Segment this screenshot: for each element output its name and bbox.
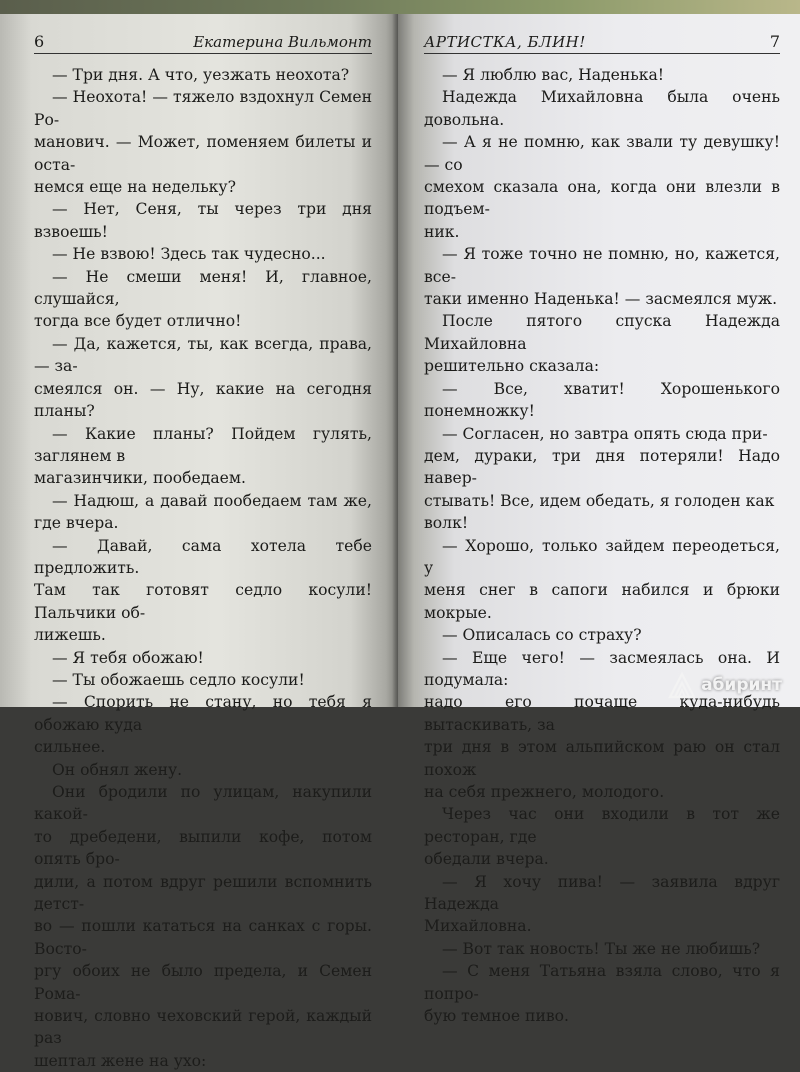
text-line: Через час они входили в тот же ресторан, где xyxy=(424,805,780,846)
text-line: — Надюш, а давай пообедаем там же, где вчера. xyxy=(34,491,372,533)
right-page-header xyxy=(424,32,780,54)
text-line: сильнее. xyxy=(34,738,106,757)
text-line: — Давай, сама хотела тебе предложить. xyxy=(34,536,372,577)
text-line: то дребедени, выпили кофе, потом опять бро- xyxy=(34,827,372,869)
text-line: — Согласен, но завтра опять сюда при- xyxy=(442,424,768,443)
text-line: — С меня Татьяна взяла слово, что я попро- xyxy=(424,962,780,1003)
text-line: — Я тебя обожаю! xyxy=(52,648,204,667)
text-line: таки именно Наденька! — засмеялся муж. xyxy=(424,290,778,309)
text-line: дем, дураки, три дня потеряли! Надо навер- xyxy=(424,446,780,488)
text-line: — Не смеши меня! И, главное, слушайся, xyxy=(34,267,372,309)
text-line: немся еще на недельку? xyxy=(34,178,236,197)
running-head: Екатерина Вильмонт xyxy=(193,33,372,51)
text-line: После пятого спуска Надежда Михайловна xyxy=(424,312,780,353)
text-line: Надежда Михайловна была очень довольна. xyxy=(424,88,780,129)
text-line: манович. — Может, поменяем билеты и оста- xyxy=(34,133,372,174)
text-line: дили, а потом вдруг решили вспомнить детст- xyxy=(34,872,372,914)
text-line: — Хорошо, только зайдем переодеться, у xyxy=(424,536,780,577)
text-line: смеялся он. — Ну, какие на сегодня планы? xyxy=(34,379,372,421)
page-number: 6 xyxy=(34,32,45,51)
text-line: Он обнял жену. xyxy=(52,760,183,779)
text-line: — Ты обожаешь седло косули! xyxy=(52,670,305,689)
text-line: обедали вчера. xyxy=(424,850,549,869)
text-line: — Я хочу пива! — заявила вдруг Надежда xyxy=(424,872,780,914)
text-line: — Я тоже точно не помню, но, кажется, все- xyxy=(424,245,780,286)
page-number: 7 xyxy=(769,32,780,51)
text-line: ник. xyxy=(424,222,460,241)
text-line: шептал жене на ухо: xyxy=(34,1051,207,1070)
text-line: магазинчики, пообедаем. xyxy=(34,469,246,488)
text-line: — Нет, Сеня, ты через три дня взвоешь! xyxy=(34,200,372,241)
text-line: нович, словно чеховский герой, каждый раз xyxy=(34,1007,372,1048)
text-line: — А я не помню, как звали ту девушку! — со xyxy=(424,133,780,174)
labirint-watermark xyxy=(667,671,782,699)
right-page-text xyxy=(424,64,780,1027)
text-line: — Я люблю вас, Наденька! xyxy=(442,66,665,84)
watermark-text: абиринт xyxy=(701,675,782,695)
text-line: смехом сказала она, когда они влезли в подъем- xyxy=(424,178,780,219)
text-line: — Вот так новость! Ты же не любишь? xyxy=(442,939,761,958)
text-line: Там так готовят седло косули! Пальчики об- xyxy=(34,581,372,622)
left-page-header xyxy=(34,32,372,54)
text-line: ргу обоих не было предела, и Семен Рома- xyxy=(34,962,372,1003)
text-line: — Спорить не стану, но тебя я обожаю куда xyxy=(34,693,372,734)
text-line: — Да, кажется, ты, как всегда, права, — за- xyxy=(34,334,372,376)
text-line: бую темное пиво. xyxy=(424,1007,569,1026)
labirint-logo-icon xyxy=(667,671,697,699)
left-page-text xyxy=(34,64,372,1072)
running-head: АРТИСТКА, БЛИН! xyxy=(424,33,586,51)
text-line: на себя прежнего, молодого. xyxy=(424,783,665,801)
text-line: тогда все будет отлично! xyxy=(34,312,242,331)
text-line: — Описалась со страху? xyxy=(442,626,642,645)
text-line: — Еще чего! — засмеялась она. И подумала: xyxy=(424,648,780,689)
text-line: — Неохота! — тяжело вздохнул Семен Ро- xyxy=(34,88,372,129)
text-line: — Все, хватит! Хорошенького понемножку! xyxy=(424,379,780,421)
left-page xyxy=(0,14,398,1070)
text-line: три дня в этом альпийском раю он стал похож xyxy=(424,738,780,779)
text-line: решительно сказала: xyxy=(424,357,600,376)
text-line: Михайловна. xyxy=(424,917,532,936)
text-line: надо его почаще куда-нибудь вытаскивать, за xyxy=(424,693,780,734)
text-line: — Три дня. А что, уезжать неохота? xyxy=(52,66,350,84)
text-line: лижешь. xyxy=(34,626,106,645)
text-line: Они бродили по улицам, накупили какой- xyxy=(34,783,372,824)
text-line: во — пошли кататься на санках с горы. Восто- xyxy=(34,917,372,958)
text-line: меня снег в сапоги набился и брюки мокрые. xyxy=(424,581,780,622)
right-page xyxy=(398,14,800,1026)
text-line: волк! xyxy=(424,514,469,533)
text-line: стывать! Все, идем обедать, я голоден как xyxy=(424,491,775,510)
text-line: — Не взвою! Здесь так чудесно... xyxy=(52,245,326,264)
text-line: — Какие планы? Пойдем гулять, заглянем в xyxy=(34,424,372,465)
